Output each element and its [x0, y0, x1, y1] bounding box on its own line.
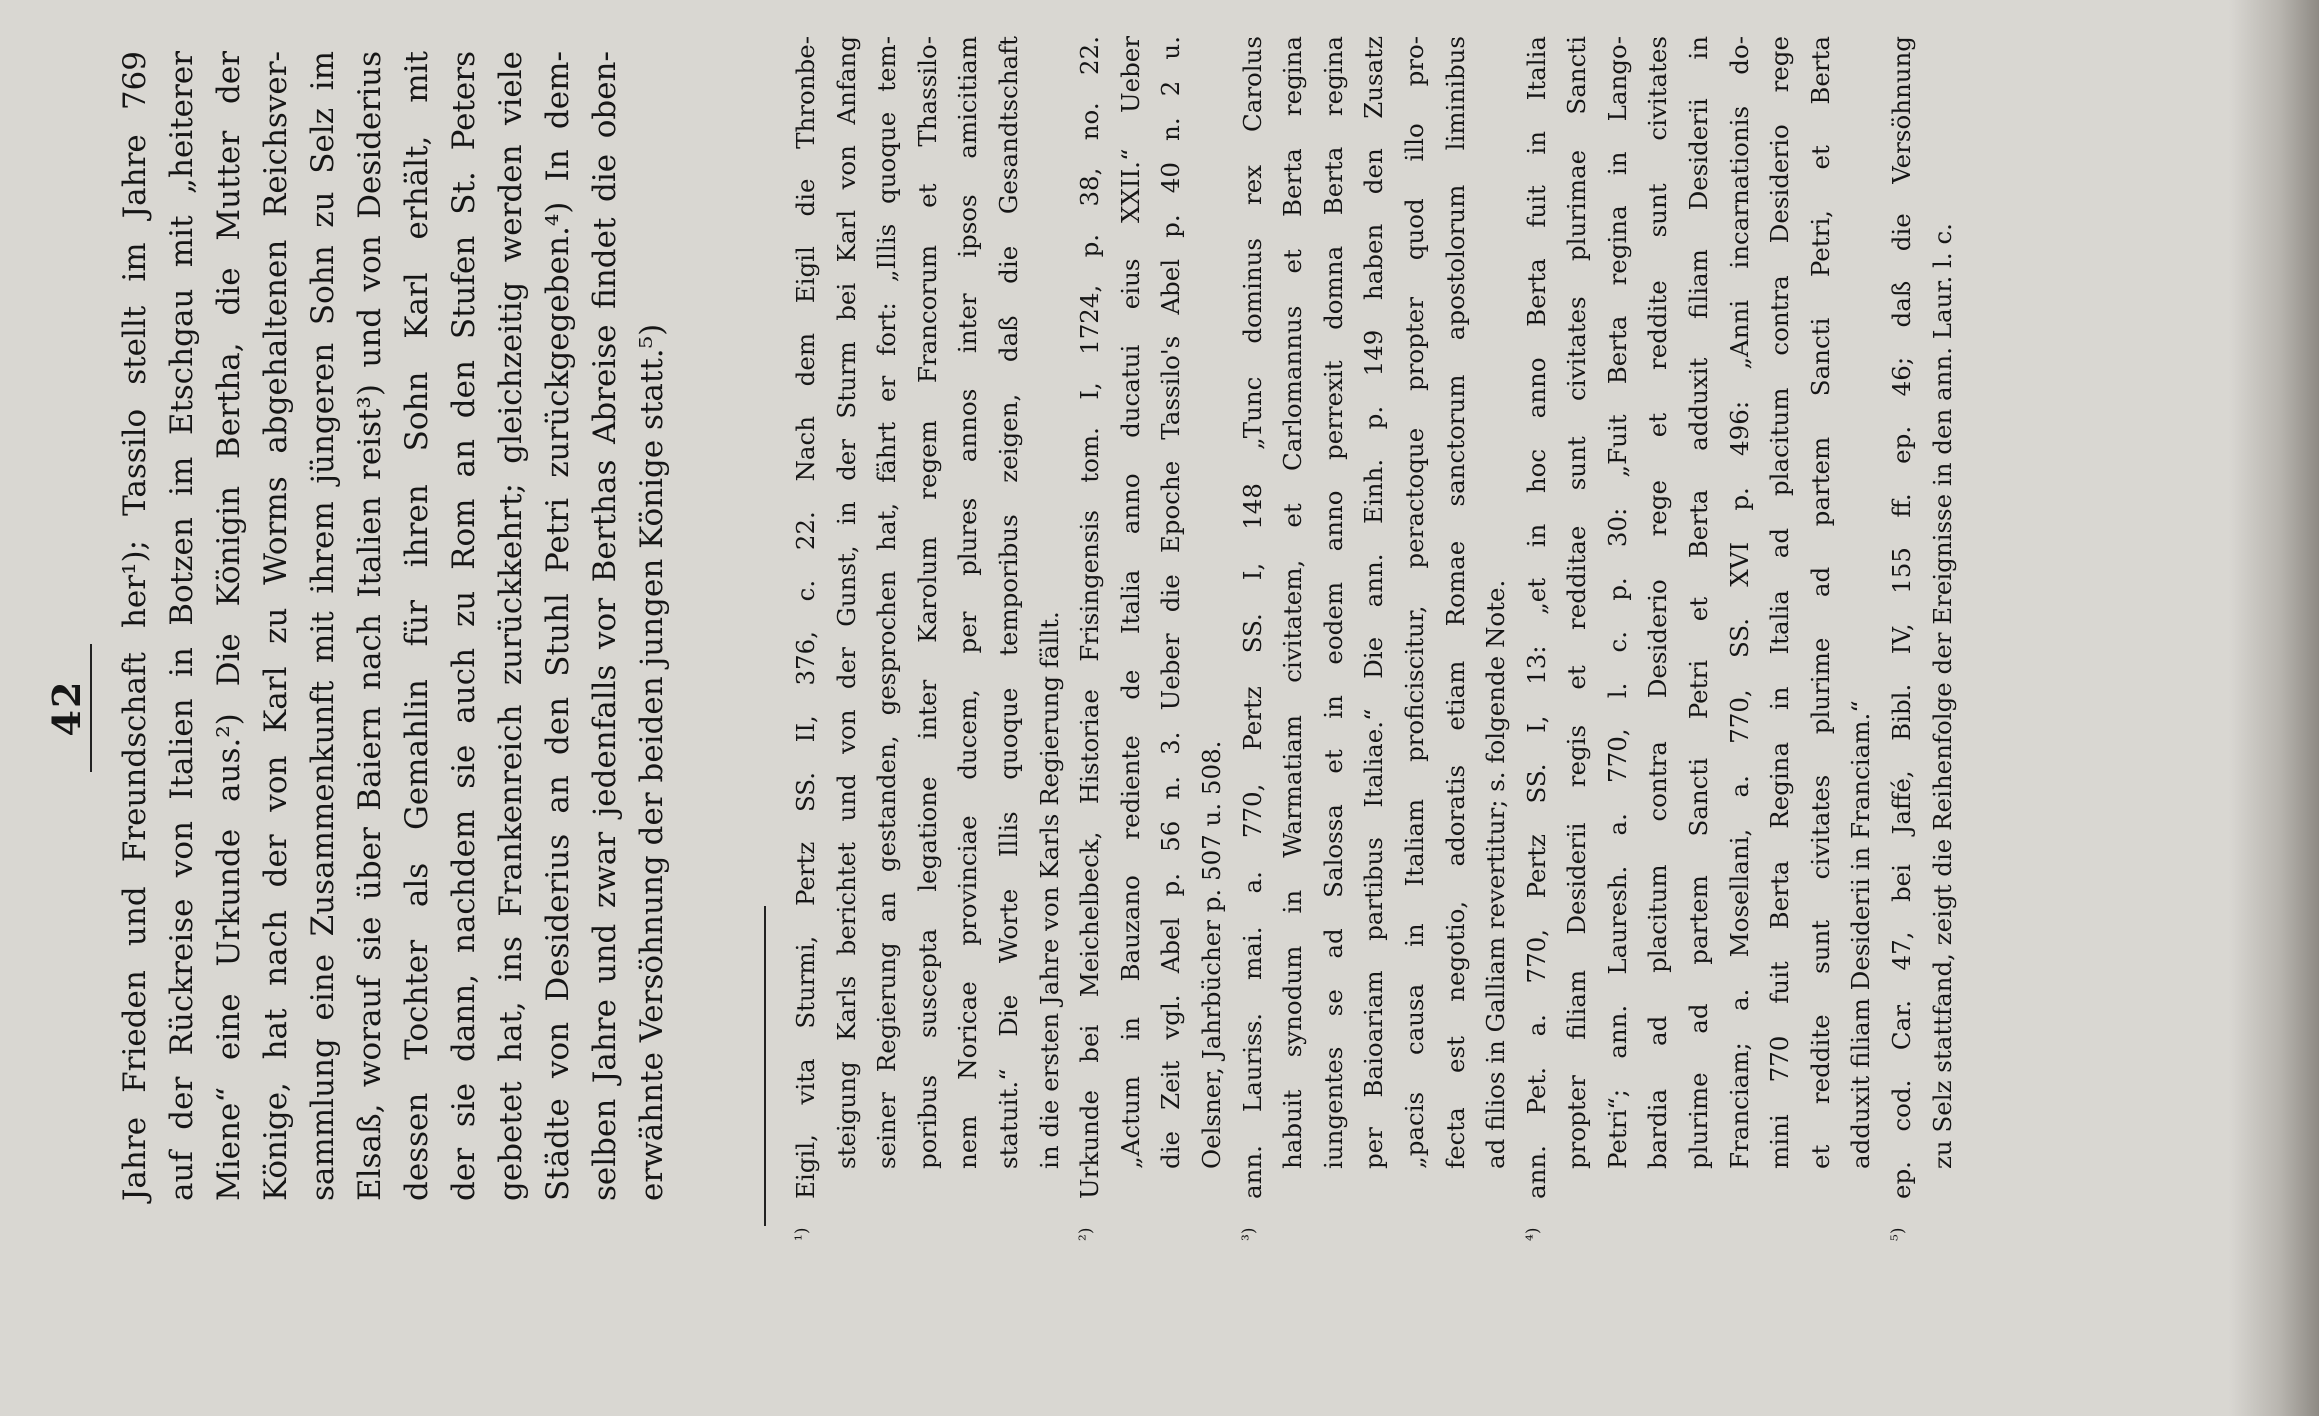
footnote-line: „Actum in Bauzano rediente de Italia anno ducatui eius XXII.“ Ueber — [1115, 36, 1145, 1169]
body-line: gebetet hat, ins Frankenreich zurückkehrt; gleichzeitig werden viele — [493, 51, 529, 1201]
footnote-line: statuit.“ Die Worte Illis quoque temporibus zeigen, daß die Gesandtschaft — [993, 36, 1023, 1169]
footnote-line: bardia ad placitum contra Desiderio rege et reddite sunt civitates — [1643, 36, 1673, 1169]
footnote-marker: ⁴) — [1522, 1227, 1543, 1241]
footnote-line: in die ersten Jahre von Karls Regierung fällt. — [1034, 611, 1064, 1169]
footnote-line: ann. Pet. a. 770, Pertz SS. I, 13: „et in hoc anno Berta fuit in Italia — [1521, 36, 1551, 1199]
footnote-line: nem Noricae provinciae ducem, per plures annos inter ipsos amicitiam — [953, 36, 983, 1169]
footnote-line: die Zeit vgl. Abel p. 56 n. 3. Ueber die Epoche Tassilo's Abel p. 40 n. 2 u. — [1156, 36, 1186, 1169]
body-line: dessen Tochter als Gemahlin für ihren Sohn Karl erhält, mit — [399, 51, 435, 1201]
body-line: auf der Rückreise von Italien in Botzen im Etschgau mit „heiterer — [164, 51, 200, 1201]
body-line: selben Jahre und zwar jedenfalls vor Berthas Abreise findet die oben- — [587, 51, 623, 1201]
footnote-line: mini 770 fuit Berta Regina in Italia ad placitum contra Desiderio rege — [1765, 36, 1795, 1169]
body-line: Miene“ eine Urkunde aus.²) Die Königin Bertha, die Mutter der — [211, 51, 247, 1201]
footnote-line: per Baioariam partibus Italiae.“ Die ann. Einh. p. 149 haben den Zusatz — [1359, 36, 1389, 1169]
body-line: Jahre Frieden und Freundschaft her¹); Tassilo stellt im Jahre 769 — [117, 51, 153, 1201]
body-line: erwähnte Versöhnung der beiden jungen Könige statt.⁵) — [634, 323, 670, 1201]
footnote-line: habuit synodum in Warmatiam civitatem, et Carlomannus et Berta regina — [1278, 36, 1308, 1169]
body-line: Elsaß, worauf sie über Baiern nach Italien reist³) und von Desiderius — [352, 51, 388, 1201]
body-paragraph — [112, 51, 676, 1201]
page-number: 42 — [44, 679, 89, 737]
body-line: Könige, hat nach der von Karl zu Worms abgehaltenen Reichsver- — [258, 51, 294, 1201]
footnote-line: ad filios in Galliam revertitur; s. folgende Note. — [1481, 579, 1511, 1169]
footnote-line: fecta est negotio, adoratis etiam Romae sanctorum apostolorum liminibus — [1440, 36, 1470, 1169]
footnote-line: Oelsner, Jahrbücher p. 507 u. 508. — [1196, 740, 1226, 1169]
footnote-line: ann. Lauriss. mai. a. 770, Pertz SS. I, 148 „Tunc dominus rex Carolus — [1237, 36, 1267, 1199]
footnote-line: Petri“; ann. Lauresh. a. 770, l. c. p. 30: „Fuit Berta regina in Lango- — [1602, 36, 1632, 1169]
body-line: der sie dann, nachdem sie auch zu Rom an den Stufen St. Peters — [446, 51, 482, 1201]
footnote-line: propter filiam Desiderii regis et redditae sunt civitates plurimae Sancti — [1562, 36, 1592, 1169]
body-line: sammlung eine Zusammenkunft mit ihrem jüngeren Sohn zu Selz im — [305, 51, 341, 1201]
footnote-line: seiner Regierung an gestanden, gesprochen hat, fährt er fort: „Illis quoque tem- — [872, 36, 902, 1169]
footnote-line: steigung Karls berichtet und von der Gunst, in der Sturm bei Karl von Anfang — [831, 36, 861, 1169]
footnote-line: Franciam; a. Mosellani, a. 770, SS. XVI p. 496: „Anni incarnationis do- — [1724, 36, 1754, 1169]
footnote-line: adduxit filiam Desiderii in Franciam.“ — [1846, 700, 1876, 1169]
footnote-marker: ³) — [1238, 1227, 1259, 1241]
body-line: Städte von Desiderius an den Stuhl Petri zurückgegeben.⁴) In dem- — [540, 51, 576, 1201]
footnote-line: Urkunde bei Meichelbeck, Historiae Frisingensis tom. I, 1724, p. 38, no. 22. — [1075, 36, 1105, 1199]
binding-shadow — [2229, 0, 2319, 1416]
footnote-1 — [786, 36, 1070, 1241]
footnote-line: poribus suscepta legatione inter Karolum regem Francorum et Thassilo- — [912, 36, 942, 1169]
footnote-marker: ¹) — [792, 1227, 812, 1241]
footnote-line: „pacis causa in Italiam proficiscitur, peractoque propter quod illo pro- — [1399, 36, 1429, 1169]
footnote-marker: ⁵) — [1888, 1227, 1909, 1241]
footnote-line: et reddite sunt civitates plurime ad partem Sancti Petri, et Berta — [1805, 36, 1835, 1169]
footnotes — [786, 36, 1963, 1241]
footnote-5 — [1882, 36, 1963, 1241]
footnote-marker: ²) — [1076, 1227, 1097, 1241]
footnote-4 — [1517, 36, 1882, 1241]
footnote-2 — [1070, 36, 1232, 1241]
footnote-rule — [764, 906, 766, 1226]
footnote-line: Eigil, vita Sturmi, Pertz SS. II, 376, c. 22. Nach dem Eigil die Thronbe- — [791, 36, 820, 1199]
footnote-line: plurime ad partem Sancti Petri et Berta adduxit filiam Desiderii in — [1684, 36, 1714, 1169]
page-number-rule — [90, 644, 92, 772]
footnote-line: iungentes se ad Salossa et in eodem anno perrexit domna Berta regina — [1318, 36, 1348, 1169]
footnote-line: ep. cod. Car. 47, bei Jaffé, Bibl. IV, 155 ff. ep. 46; daß die Versöhnung — [1887, 36, 1917, 1199]
footnote-3 — [1233, 36, 1517, 1241]
footnote-line: zu Selz stattfand, zeigt die Reihenfolge der Ereignisse in den ann. Laur. l. c. — [1927, 223, 1957, 1169]
